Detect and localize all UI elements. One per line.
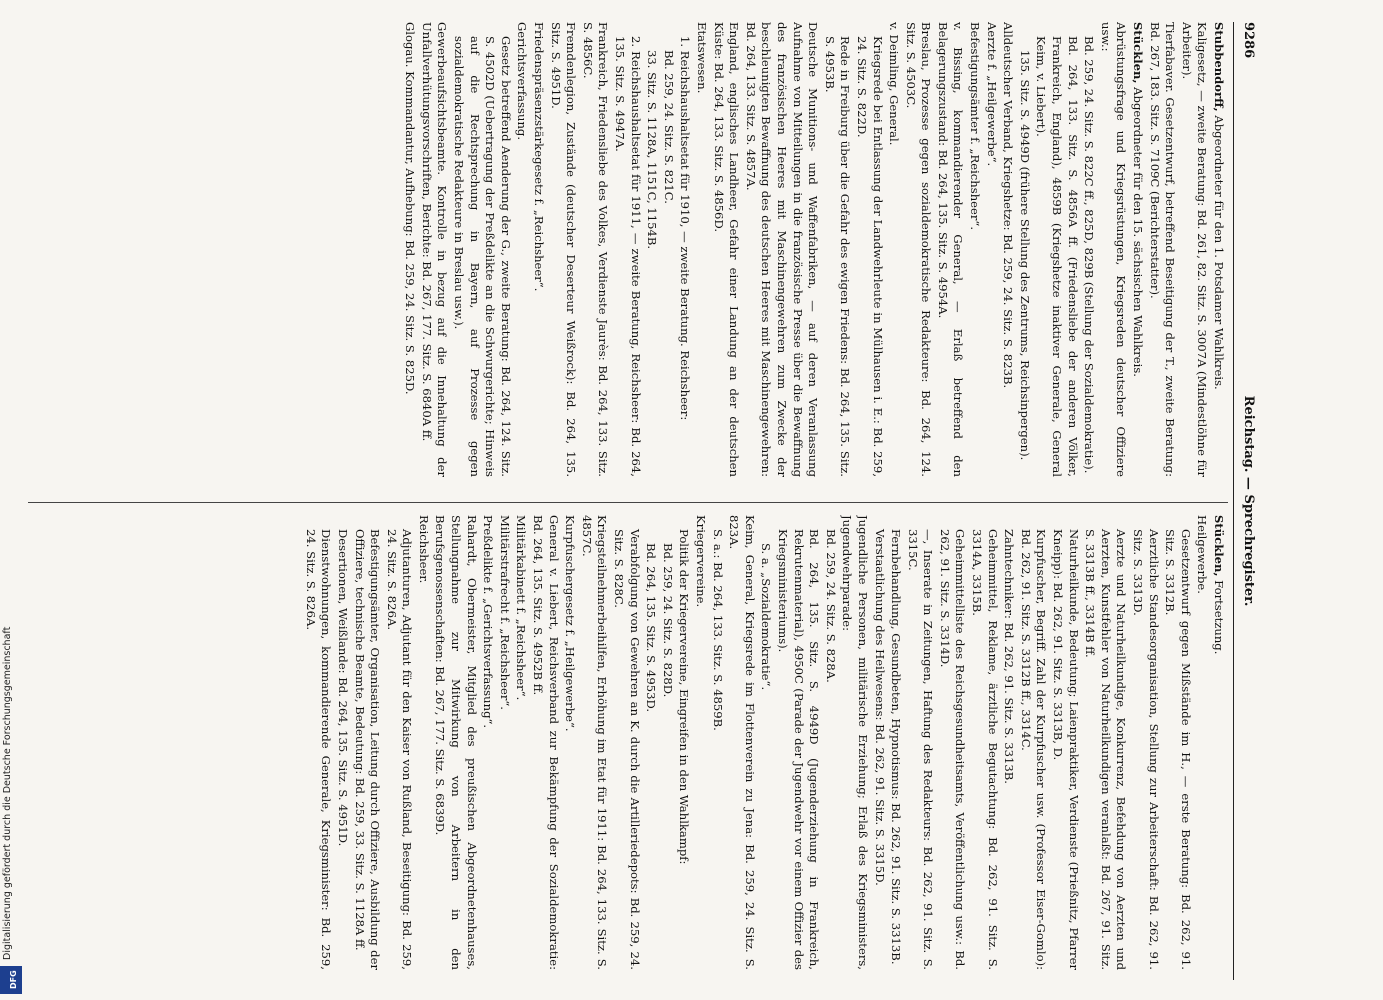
- column-divider: [28, 502, 1228, 503]
- index-entry: Fremdenlegion, Zustände (deutscher Deserteur Weißrock): Bd. 264, 135. Sitz. S. 4951D.: [548, 22, 579, 477]
- index-entry: Befestigungsämter f. „Reichsheer“.: [968, 22, 983, 231]
- index-entry: Friedenspräsenzstärkegesetz f. „Reichsheer“.: [532, 22, 547, 292]
- digitization-credit: Digitalisierung gefördert durch die Deutsche Forschungsgemeinschaft: [2, 626, 13, 960]
- index-entry: Zahntechniker: Bd. 262, 91. Sitz. S. 3313B.: [1002, 529, 1017, 784]
- index-entry: Gesetz betreffend Aenderung der G., zweite Beratung: Bd. 264, 124. Sitz. S. 4502D (Uebertragung der Preßdelikte an die Schwurgerichte; Hinweis auf die Rechtsprechung in Bayern, auf Prozesse gegen sozialdemokratische Redakteure in Breslau usw.).: [452, 36, 513, 477]
- index-entry: Desertionen, Weißlande: Bd. 264, 135. Sitz. S. 4951D.: [335, 529, 350, 847]
- index-entry: Befestigungsämter, Organisation, Leitung durch Offiziere, Ausbildung der Offiziere, technische Beamte, Bedeutung: Bd. 259, 33. Sitz. S. 1128A ff.: [352, 529, 383, 970]
- index-entry: S. a. „Sozialdemokratie“.: [759, 543, 774, 691]
- index-entry: Verabfolgung von Gewehren an K. durch die Artilleriedepots: Bd. 259, 24. Sitz. S. 828C.: [612, 529, 642, 970]
- index-entry: 1. Reichshaushaltsetat für 1910, — zweite Beratung. Reichsheer:: [678, 36, 693, 421]
- index-entry: Fernbehandlung, Gesundbeten, Hypnotismus: Bd. 262, 91. Sitz. S. 3313B.: [889, 529, 904, 965]
- index-entry: Kriegsrede bei Entlassung der Landwehrleute in Mülhausen i. E.: Bd. 259, 24. Sitz. S. 822D.: [854, 36, 885, 477]
- index-entry: Adjutanturen, Adjutant für den Kaiser von Rußland, Beseitigung: Bd. 259, 24. Sitz. S. 826A.: [384, 529, 415, 970]
- index-entry: Aerzte und Naturheilkundige, Konkurrenz, Befehdung von Aerzten und Aerzten, Kunstfehler von Naturheilkundigen veranlaßt: Bd. 267, 91. Sitz. S. 3313B ff., 3314B ff.: [1083, 529, 1129, 970]
- index-entry: v. Bissing, kommandierender General, — Erlaß betreffend den Belagerungszustand: Bd. 264, 135. Sitz. S. 4954A.: [935, 22, 966, 477]
- index-entry: Stücklen, Abgeordneter für den 15. sächsischen Wahlkreis.: [1131, 22, 1146, 377]
- index-entry: Jugendliche Personen, militärische Erziehung; Erlaß des Kriegsministers, Jugendwehrparade:: [840, 515, 870, 970]
- dfg-logo: DFG: [0, 966, 22, 994]
- left-column: [6, 22, 1226, 477]
- index-entry: Etatswesen.: [695, 22, 709, 94]
- index-entry: Gerichtsverfassung.: [515, 22, 530, 141]
- index-entry: Preßdelikte f. „Gerichtsverfassung“.: [481, 515, 496, 729]
- index-entry: Deutsche Munitions- und Waffenfabriken, — auf deren Veranlassung Aufnahme von Mitteilungen in die französische Presse über die Bewaffnung des französischen Heeres mit Maschinengewehren zum Zwecke der beschleunigten Bewaffnung des deutschen Heeres mit Maschinengewehren: Bd. 264, 133. Sitz. S. 4857A.: [743, 22, 821, 477]
- index-entry: Kaligesetz, — zweite Beratung: Bd. 261, 82. Sitz. S. 3007A (Mindestlöhne für Arbeiter).: [1179, 22, 1210, 477]
- index-entry: Dienstwohnungen, kommandierende Generale, Kriegsminister: Bd. 259, 24. Sitz. S. 826A.: [303, 529, 334, 970]
- index-entry: Kurpfuscher, Begriff. Zahl der Kurpfuscher usw. (Professor Eiser-Gomlo): Bd. 262, 91. Sitz. S. 3312B ff., 3314C.: [1018, 529, 1049, 970]
- index-entry: Geheimmittelliste des Reichsgesundheitsamts, Veröffentlichung usw.: Bd. 262, 91. Sitz. S. 3314D.: [937, 529, 968, 970]
- running-title: Reichstag. — Sprechregister.: [1241, 395, 1256, 607]
- index-entry: v. Deimling, General.: [887, 22, 902, 146]
- index-entry: Aerzte f. „Heilgewerbe“.: [984, 22, 999, 167]
- index-entry: Politik der Kriegervereine, Eingreifen in den Wahlkampf:: [677, 529, 692, 865]
- index-entry: Breslau, Prozesse gegen sozialdemokratische Redakteure: Bd. 264, 124. Sitz. S. 4503C.: [903, 22, 934, 477]
- index-entry: Bd. 264, 133. Sitz. S. 4856A ff. (Friedensliebe der anderen Völker, Frankreich, England), 4859B (Kriegshetze inaktiver Generale, General Keim, v. Liebert).: [1034, 36, 1080, 477]
- index-entry: Keim, General, Kriegsrede im Flottenverein zu Jena: Bd. 259, 24. Sitz. S. 823A.: [727, 515, 757, 970]
- index-entry: Militärstrafrecht f. „Reichsheer“.: [497, 515, 512, 710]
- index-entry: Geheimmittel, Reklame, ärztliche Begutachtung: Bd. 262, 91. Sitz. S. 3314A, 3315B.: [970, 529, 1000, 970]
- index-entry: Kriegervereine.: [694, 515, 708, 608]
- index-entry: Reichsheer.: [416, 515, 431, 584]
- index-entry: Bd. 259, 24. Sitz. S. 828D.: [660, 543, 675, 698]
- page-number: 9286: [1241, 22, 1256, 59]
- index-entry: 33. Sitz. S. 1128A, 1151C, 1154B.: [645, 50, 660, 250]
- index-entry: Kriegsteilnehmerbeihilfen, Erhöhung im Etat für 1911: Bd. 264, 133. Sitz. S. 4857C.: [579, 515, 610, 970]
- index-entry: Kurpfuschergesetz f. „Heilgewerbe“.: [563, 515, 578, 732]
- index-entry: Frankreich, Friedensliebe des Volkes, Verdienste Jaurès: Bd. 264, 133. Sitz. S. 4856C.: [580, 22, 611, 477]
- page-header: [1233, 22, 1258, 980]
- right-column: [6, 515, 1226, 970]
- index-entry: 2. Reichshaushaltsetat für 1911, — zweite Beratung, Reichsheer: Bd. 264, 135. Sitz. S. 4947A.: [613, 36, 643, 477]
- index-entry: Rede in Freiburg über die Gefahr des ewigen Friedens: Bd. 264, 135. Sitz. S. 4953B.: [822, 36, 853, 477]
- index-entry: Bd. 259, 24. Sitz. S. 821C.: [661, 50, 676, 204]
- index-entry: 135. Sitz. S. 4949D (frühere Stellung des Zentrums, Reichsinpergen).: [1017, 50, 1032, 461]
- index-entry: General v. Liebert, Reichsverband zur Bekämpfung der Sozialdemokratie: Bd. 264, 135. Sitz. S. 4952B ff.: [531, 515, 561, 970]
- index-entry: Stücklen, Fortsetzung.: [1212, 515, 1226, 655]
- index-entry: England, englisches Landheer, Gefahr einer Landung an der deutschen Küste: Bd. 264, 133. Sitz. S. 4856D.: [711, 22, 742, 477]
- index-entry: Naturheilkunde, Bedeutung; Laienpraktiker, Verdienste (Prießnitz, Pfarrer Kneipp): Bd. 262, 91. Sitz. S. 3313B, D.: [1051, 529, 1081, 970]
- index-entry: Bd. 259, 24. Sitz. S. 822C ff., 825D, 829B (Stellung der Sozialdemokratie).: [1082, 36, 1097, 474]
- index-entry: Glogau. Kommandantur, Aufhebung: Bd. 259, 24. Sitz. S. 825D.: [403, 22, 418, 395]
- index-entry: —, Inserate in Zeitungen, Haftung des Redakteurs: Bd. 262, 91. Sitz. S. 3315C.: [905, 529, 936, 970]
- index-entry: Verstaatlichung des Heilwesens: Bd. 262, 91. Sitz. S. 3315D.: [872, 529, 887, 886]
- index-entry: Abrüstungsfrage und Kriegsrüstungen, Kriegsreden deutscher Offiziere usw.:: [1098, 22, 1129, 477]
- index-entry: Bd. 259, 24. Sitz. S. 828A.: [823, 529, 838, 683]
- index-entry: Gewerbeaufsichtsbeamte. Kontrolle in bezug auf die Innehaltung der Unfallverhütungsvorschriften, Berichte: Bd. 267, 177. Sitz. S. 6840A ff.: [419, 22, 450, 477]
- index-entry: Stubbendorff, Abgeordneter für den 1. Potsdamer Wahlkreis.: [1212, 22, 1226, 390]
- index-entry: Bd. 264, 135. Sitz. S. 4949D (Jugenderziehung in Frankreich, Rekrutenmaterial), 4950C (Parade der Jugendwehr vor einem Offizier des Kriegsministeriums).: [775, 529, 822, 970]
- index-entry: S. a.: Bd. 264, 133. Sitz. S. 4859B.: [710, 529, 725, 731]
- index-entry: Aerztliche Standesorganisation, Stellung zur Arbeiterschaft: Bd. 262, 91. Sitz. S. 3313D.: [1131, 529, 1161, 970]
- index-entry: Bd. 264, 135. Sitz. S. 4953D.: [644, 543, 659, 713]
- index-entry: Heilgewerbe.: [1195, 515, 1210, 594]
- index-entry: Militärkabinett f. „Reichsheer“.: [514, 515, 529, 701]
- index-entry: Rahardt, Obermeister, Mitglied des preußischen Abgeordnetenhauses, Stellungnahme zur Mitwirkung von Arbeitern in den Berufsgenossenschaften: Bd. 267, 177. Sitz. S. 6839D.: [433, 515, 479, 970]
- index-entry: Tierfabaver. Gesetzentwurf, betreffend Beseitigung der T., zweite Beratung: Bd. 267, 183. Sitz. S. 7109C (Berichterstatter).: [1147, 22, 1178, 477]
- index-entry: Alldeutscher Verband, Kriegshetze: Bd. 259, 24. Sitz. S. 823B.: [1001, 22, 1016, 389]
- index-entry: Gesetzentwurf gegen Mißstände im H., — erste Beratung: Bd. 262, 91. Sitz. S. 3312B.: [1163, 529, 1193, 970]
